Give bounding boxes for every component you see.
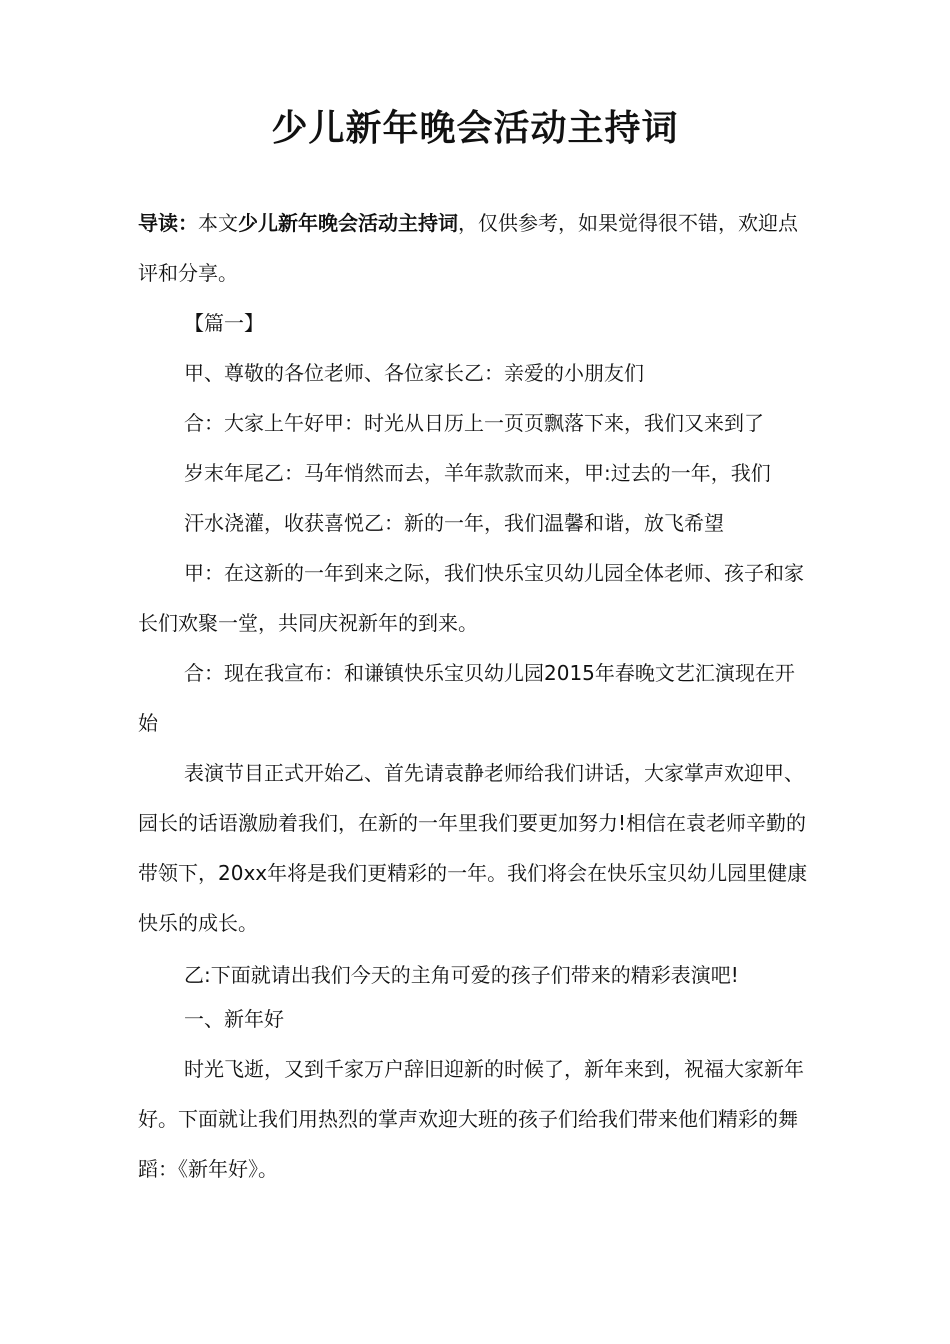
intro-label: 导读： (138, 211, 198, 235)
paragraph: 岁末年尾乙：马年悄然而去，羊年款款而来，甲:过去的一年，我们 (184, 461, 771, 485)
intro-post: ，仅供参考，如果觉得很不错，欢迎点评和分享。 (138, 211, 798, 285)
paragraph: 甲、尊敬的各位老师、各位家长乙：亲爱的小朋友们 (184, 361, 644, 385)
paragraph: 表演节目正式开始乙、首先请袁静老师给我们讲话，大家掌声欢迎甲、园长的话语激励着我们，在新的一年里我们要更加努力!相信在袁老师辛勤的带领下，20xx年将是我们更精彩的一年。我们将会在快乐宝贝幼儿园里健康快乐的成长。 (138, 761, 808, 935)
paragraph: 合：大家上午好甲：时光从日历上一页页飘落下来，我们又来到了 (184, 411, 764, 435)
intro-paragraph (138, 198, 810, 298)
section-heading: 【篇一】 (184, 311, 264, 335)
paragraph: 汗水浇灌，收获喜悦乙：新的一年，我们温馨和谐，放飞希望 (184, 511, 724, 535)
document-title: 少儿新年晚会活动主持词 (271, 108, 679, 149)
paragraph: 乙:下面就请出我们今天的主角可爱的孩子们带来的精彩表演吧! (184, 963, 739, 987)
paragraph: 合：现在我宣布：和谦镇快乐宝贝幼儿园2015年春晚文艺汇演现在开始 (138, 661, 795, 735)
intro-pre: 本文 (198, 211, 238, 235)
paragraph: 时光飞逝，又到千家万户辞旧迎新的时候了，新年来到，祝福大家新年好。下面就让我们用热烈的掌声欢迎大班的孩子们给我们带来他们精彩的舞蹈：《新年好》。 (138, 1057, 804, 1181)
intro-bold-title: 少儿新年晚会活动主持词 (238, 211, 458, 235)
paragraph: 一、新年好 (184, 1007, 284, 1031)
paragraph: 甲：在这新的一年到来之际，我们快乐宝贝幼儿园全体老师、孩子和家长们欢聚一堂，共同庆祝新年的到来。 (138, 561, 804, 635)
